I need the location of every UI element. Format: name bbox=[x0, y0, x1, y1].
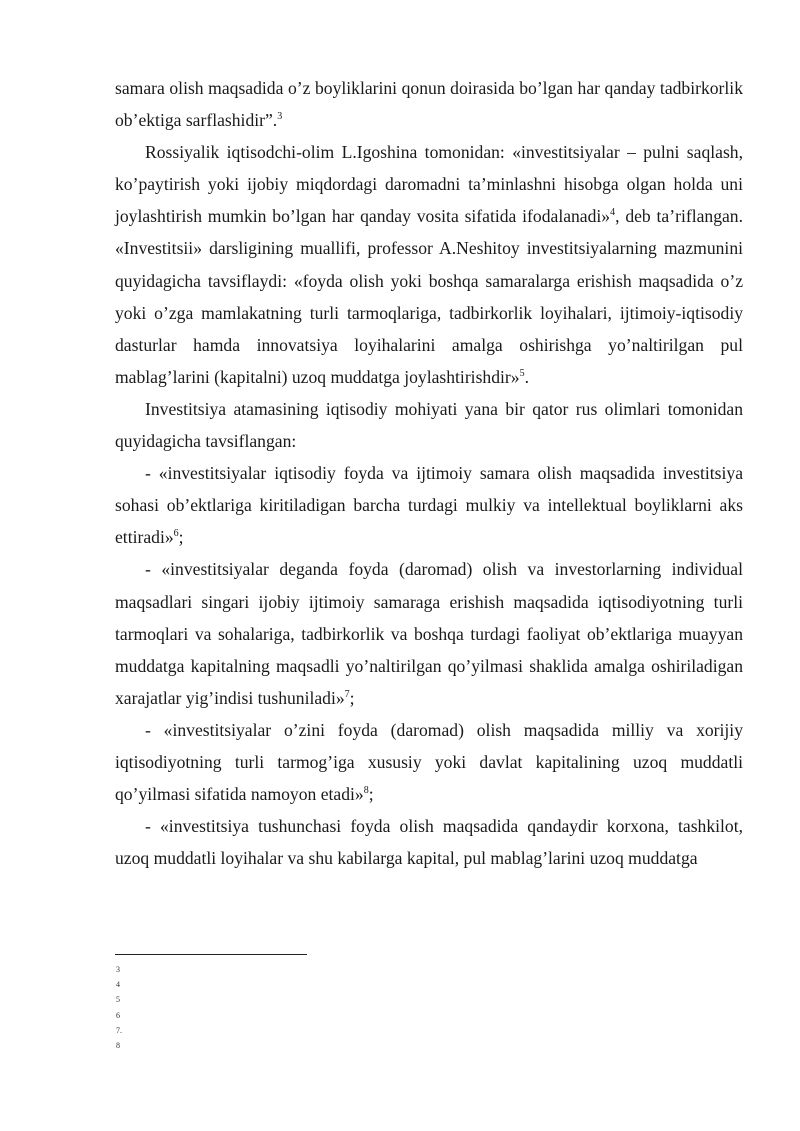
paragraph-text: - «investitsiya tushunchasi foyda olish maqsadida qandaydir korxona, tashkilot, uzoq muddatli loyihalar va shu kabilarga kapital, pul mablag’larini uzoq muddatga bbox=[115, 816, 743, 869]
list-item-4 bbox=[115, 810, 743, 874]
paragraph-text: - «investitsiyalar iqtisodiy foyda va ijtimoiy samara olish maqsadida investitsiya sohasi ob’ektlariga kiritiladigan barcha turdagi mulkiy va intellektual boyliklarni aks ettiradi» bbox=[115, 463, 743, 548]
paragraph-3 bbox=[115, 393, 743, 457]
paragraph-text: samara olish maqsadida o’z boyliklarini qonun doirasida bo’lgan har qanday tadbirkorlik ob’ektiga sarflashidir”. bbox=[115, 78, 743, 131]
paragraph-1 bbox=[115, 72, 743, 136]
footnote-ref: 5 bbox=[519, 367, 525, 379]
paragraph-text: - «investitsiyalar o’zini foyda (daromad) olish maqsadida milliy va xorijiy iqtisodiyotning turli tarmog’iga xususiy yoki davlat kapitalining uzoq muddatli qo’yilmasi sifatida namoyon etadi» bbox=[115, 719, 743, 805]
footnote-number: 5 bbox=[116, 995, 120, 1005]
footnote-number: 8 bbox=[116, 1040, 120, 1050]
list-item-3 bbox=[115, 714, 743, 810]
paragraph-text: , deb ta’riflangan. «Investitsii» darsligining muallifi, professor A.Neshitoy investitsiyalarning mazmunini quyidagicha tavsiflaydi: «foyda olish yoki boshqa samaralarga erishish maqsadida o’z yoki o’zga mamlakatning turli tarmoqlariga, tadbirkorlik loyihalari, ijtimoiy-iqtisodiy dasturlar hamda innovatsiya loyihalarini amalga oshirishga yo’naltirilgan pul mablag’larini (kapitalni) uzoq muddatga joylashtirishdir» bbox=[115, 206, 743, 387]
footnote-number: 3 bbox=[116, 965, 120, 974]
footnote-ref: 6 bbox=[173, 528, 179, 540]
footnote-number: 4 bbox=[116, 980, 120, 990]
list-item-1 bbox=[115, 457, 743, 553]
list-item-2 bbox=[115, 553, 743, 713]
footnote-ref: 3 bbox=[277, 111, 283, 123]
paragraph-text: - «investitsiyalar deganda foyda (daromad) olish va investorlarning individual maqsadlari singari ijobiy ijtimoiy samaraga erishish maqsadida iqtisodiyotning turli tarmoqlari va sohalariga, tadbirkorlik va boshqa turdagi faoliyat ob’ektlariga muayyan muddatga kapitalning maqsadli yo’naltirilgan qo’yilmasi shaklida amalga oshiriladigan xarajatlar yig’indisi tushuniladi» bbox=[115, 559, 743, 708]
footnote-separator bbox=[115, 954, 307, 955]
paragraph-text: ; bbox=[368, 784, 374, 805]
footnotes bbox=[116, 962, 122, 1053]
paragraph-text: Investitsiya atamasining iqtisodiy mohiyati yana bir qator rus olimlari tomonidan quyidagicha tavsiflangan: bbox=[115, 398, 743, 452]
paragraph-text: . bbox=[524, 366, 529, 387]
footnote-ref: 4 bbox=[610, 207, 616, 219]
footnote-ref: 8 bbox=[363, 785, 369, 797]
paragraph-text: ; bbox=[349, 687, 355, 708]
footnote-ref: 7 bbox=[344, 688, 350, 700]
paragraph-text: Rossiyalik iqtisodchi-olim L.Igoshina tomonidan: «investitsiyalar – pulni saqlash, ko’paytirish yoki ijobiy miqdordagi daromadni ta’minlashni hisobga olgan holda uni joylashtirish mumkin bo’lgan har qanday vosita sifatida ifodalanadi» bbox=[115, 142, 743, 227]
footnote-number: 6 bbox=[116, 1010, 120, 1020]
body-text bbox=[115, 72, 743, 874]
footnote-number: 7. bbox=[116, 1025, 122, 1035]
paragraph-2 bbox=[115, 136, 743, 393]
paragraph-text: ; bbox=[178, 527, 184, 548]
